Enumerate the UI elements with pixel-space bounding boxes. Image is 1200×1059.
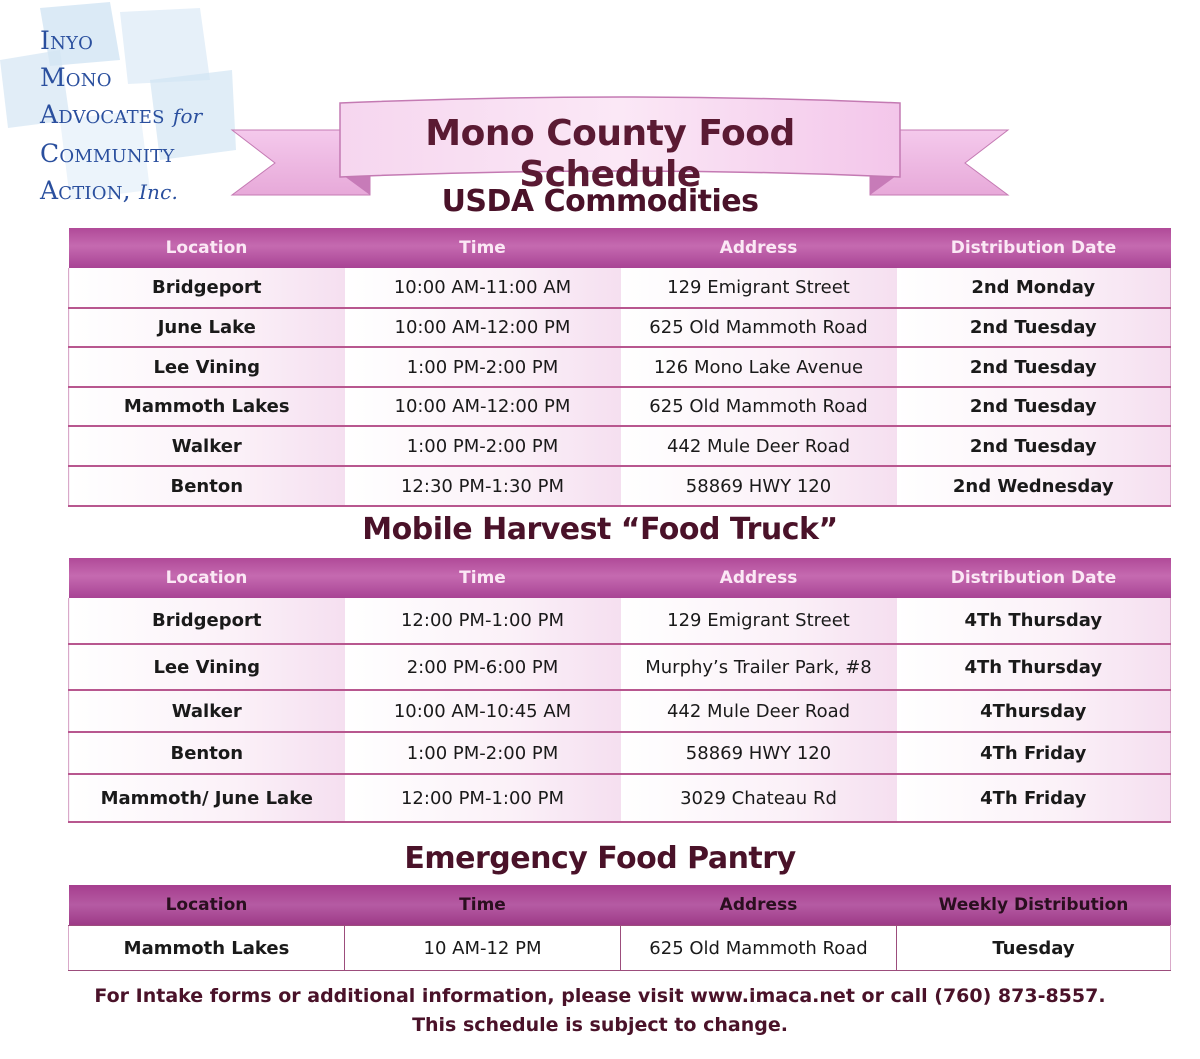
date-cell: 2nd Tuesday bbox=[897, 426, 1171, 466]
logo-line-action: Action, bbox=[40, 176, 131, 205]
logo-word-for: for bbox=[172, 104, 203, 128]
column-header-weekly: Weekly Distribution bbox=[897, 885, 1171, 926]
address-cell: 126 Mono Lake Avenue bbox=[621, 347, 897, 387]
location-cell: Mammoth Lakes bbox=[69, 387, 345, 426]
location-cell: Benton bbox=[69, 466, 345, 506]
date-cell: 2nd Wednesday bbox=[897, 466, 1171, 506]
date-cell: 2nd Tuesday bbox=[897, 387, 1171, 426]
table-row bbox=[69, 774, 1171, 822]
column-header-location: Location bbox=[69, 228, 345, 268]
page-title: Mono County Food Schedule bbox=[425, 113, 795, 195]
time-cell: 10:00 AM-12:00 PM bbox=[345, 308, 621, 347]
column-header-address: Address bbox=[621, 228, 897, 268]
column-header-address: Address bbox=[621, 558, 897, 598]
time-cell: 12:30 PM-1:30 PM bbox=[345, 466, 621, 506]
usda-table bbox=[68, 228, 1171, 507]
table-row bbox=[69, 644, 1171, 690]
location-cell: Lee Vining bbox=[69, 347, 345, 387]
location-cell: Walker bbox=[69, 690, 345, 732]
time-cell: 10:00 AM-12:00 PM bbox=[345, 387, 621, 426]
time-cell: 1:00 PM-2:00 PM bbox=[345, 732, 621, 774]
address-cell: 58869 HWY 120 bbox=[621, 732, 897, 774]
location-cell: June Lake bbox=[69, 308, 345, 347]
address-cell: 625 Old Mammoth Road bbox=[621, 308, 897, 347]
column-header-time: Time bbox=[345, 885, 621, 926]
address-cell: 625 Old Mammoth Road bbox=[621, 387, 897, 426]
table-row bbox=[69, 690, 1171, 732]
address-cell: 625 Old Mammoth Road bbox=[621, 926, 897, 971]
pantry-table bbox=[68, 885, 1171, 971]
column-header-location: Location bbox=[69, 885, 345, 926]
time-cell: 1:00 PM-2:00 PM bbox=[345, 347, 621, 387]
time-cell: 10 AM-12 PM bbox=[345, 926, 621, 971]
pantry-section-title: Emergency Food Pantry bbox=[404, 841, 796, 876]
time-cell: 2:00 PM-6:00 PM bbox=[345, 644, 621, 690]
logo-line-inyo: Inyo bbox=[40, 26, 94, 55]
column-header-address: Address bbox=[621, 885, 897, 926]
location-cell: Lee Vining bbox=[69, 644, 345, 690]
table-row bbox=[69, 426, 1171, 466]
date-cell: 2nd Tuesday bbox=[897, 347, 1171, 387]
logo-line-mono: Mono bbox=[40, 63, 112, 92]
time-cell: 1:00 PM-2:00 PM bbox=[345, 426, 621, 466]
table-header-row bbox=[69, 228, 1171, 268]
column-header-location: Location bbox=[69, 558, 345, 598]
table-row bbox=[69, 466, 1171, 506]
location-cell: Bridgeport bbox=[69, 268, 345, 308]
logo-line-community: Community bbox=[40, 139, 175, 168]
time-cell: 12:00 PM-1:00 PM bbox=[345, 598, 621, 644]
table-row bbox=[69, 926, 1171, 971]
table-row bbox=[69, 598, 1171, 644]
date-cell: 4Th Friday bbox=[897, 732, 1171, 774]
time-cell: 10:00 AM-11:00 AM bbox=[345, 268, 621, 308]
footer-contact: For Intake forms or additional information, please visit www.imaca.net or call (760) 873-8557. bbox=[94, 985, 1106, 1007]
date-cell: 4Thursday bbox=[897, 690, 1171, 732]
logo-word-inc: Inc. bbox=[138, 180, 179, 204]
date-cell: 2nd Monday bbox=[897, 268, 1171, 308]
address-cell: 58869 HWY 120 bbox=[621, 466, 897, 506]
address-cell: 3029 Chateau Rd bbox=[621, 774, 897, 822]
address-cell: 442 Mule Deer Road bbox=[621, 690, 897, 732]
table-row bbox=[69, 387, 1171, 426]
date-cell: 4Th Thursday bbox=[897, 644, 1171, 690]
location-cell: Mammoth Lakes bbox=[69, 926, 345, 971]
logo-line-advocates: Advocates bbox=[40, 100, 165, 129]
table-header-row bbox=[69, 885, 1171, 926]
column-header-time: Time bbox=[345, 558, 621, 598]
location-cell: Mammoth/ June Lake bbox=[69, 774, 345, 822]
date-cell: 4Th Friday bbox=[897, 774, 1171, 822]
address-cell: 442 Mule Deer Road bbox=[621, 426, 897, 466]
date-cell: 4Th Thursday bbox=[897, 598, 1171, 644]
usda-section-title: USDA Commodities bbox=[441, 184, 759, 219]
table-row bbox=[69, 732, 1171, 774]
food-truck-section-title: Mobile Harvest “Food Truck” bbox=[362, 512, 838, 547]
column-header-time: Time bbox=[345, 228, 621, 268]
location-cell: Walker bbox=[69, 426, 345, 466]
column-header-date: Distribution Date bbox=[897, 228, 1171, 268]
organization-logo bbox=[0, 0, 240, 210]
date-cell: Tuesday bbox=[897, 926, 1171, 971]
column-header-date: Distribution Date bbox=[897, 558, 1171, 598]
address-cell: 129 Emigrant Street bbox=[621, 598, 897, 644]
food-truck-table bbox=[68, 558, 1171, 823]
time-cell: 10:00 AM-10:45 AM bbox=[345, 690, 621, 732]
location-cell: Benton bbox=[69, 732, 345, 774]
footer-disclaimer: This schedule is subject to change. bbox=[412, 1014, 788, 1036]
table-row bbox=[69, 308, 1171, 347]
date-cell: 2nd Tuesday bbox=[897, 308, 1171, 347]
address-cell: Murphy’s Trailer Park, #8 bbox=[621, 644, 897, 690]
location-cell: Bridgeport bbox=[69, 598, 345, 644]
table-row bbox=[69, 268, 1171, 308]
table-row bbox=[69, 347, 1171, 387]
address-cell: 129 Emigrant Street bbox=[621, 268, 897, 308]
table-header-row bbox=[69, 558, 1171, 598]
time-cell: 12:00 PM-1:00 PM bbox=[345, 774, 621, 822]
